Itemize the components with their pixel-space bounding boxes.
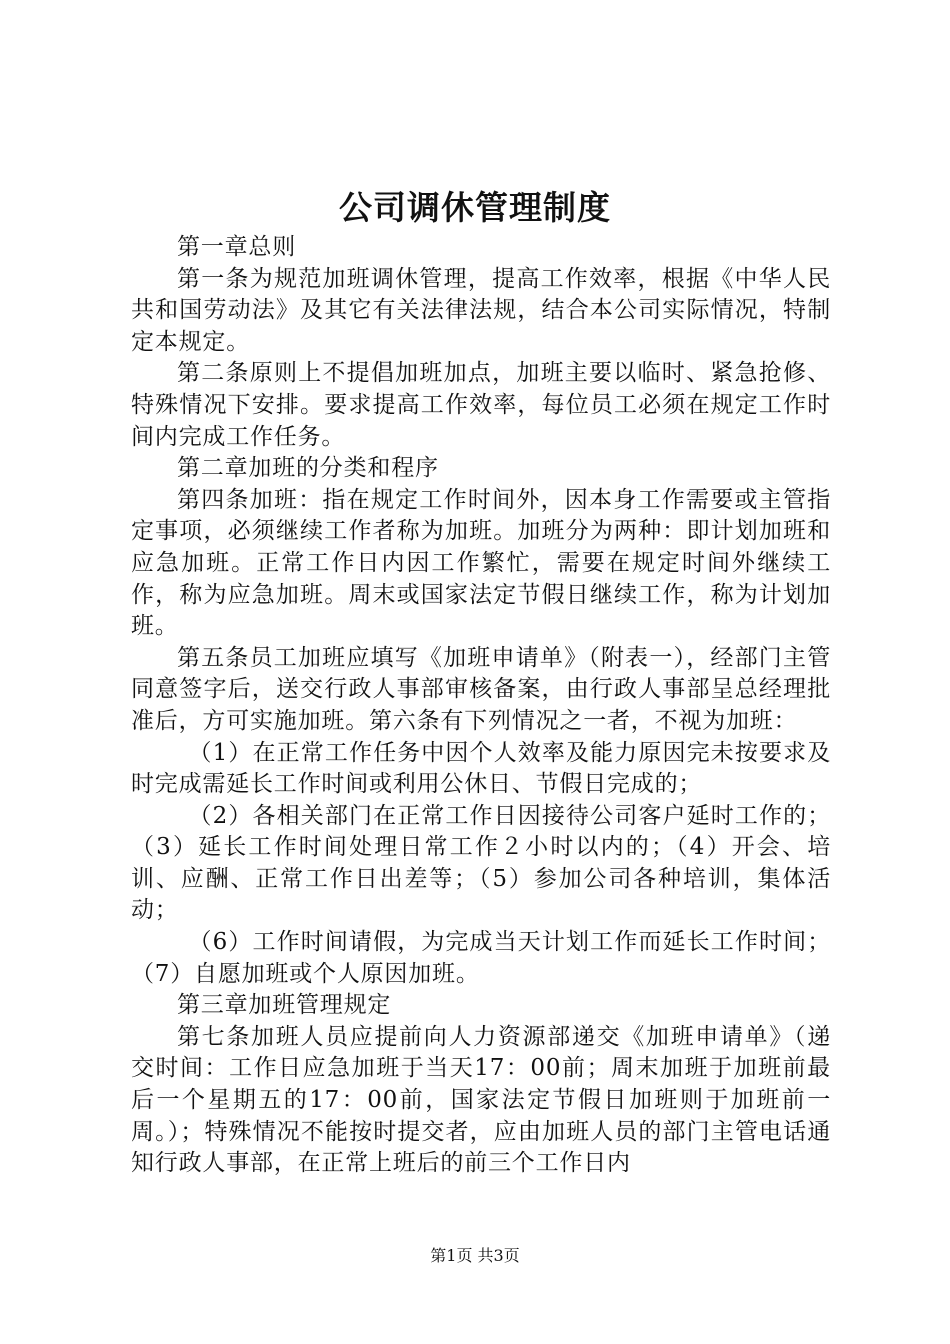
- document-body: [131, 232, 831, 1180]
- chapter-heading-2: 第二章加班的分类和程序: [177, 455, 439, 482]
- document-title: 公司调休管理制度: [339, 188, 611, 227]
- article-4: 第四条加班：指在规定工作时间外，因本身工作需要或主管指定事项，必须继续工作者称为加班。加班分为两种：即计划加班和应急加班。正常工作日内因工作繁忙，需要在规定时间外继续工作，称为应急加班。周末或国家法定节假日继续工作，称为计划加班。: [131, 486, 831, 640]
- article-2: 第二条原则上不提倡加班加点，加班主要以临时、紧急抢修、特殊情况下安排。要求提高工作效率，每位员工必须在规定工作时间内完成工作任务。: [131, 360, 831, 450]
- article-7: 第七条加班人员应提前向人力资源部递交《加班申请单》（递交时间：工作日应急加班于当天17：00前；周末加班于加班前最后一个星期五的17：00前，国家法定节假日加班则于加班前一周。）；特殊情况不能按时提交者，应由加班人员的部门主管电话通知行政人事部，在正常上班后的前三个工作日内: [131, 1023, 831, 1177]
- chapter-heading-3: 第三章加班管理规定: [177, 992, 392, 1019]
- chapter-heading-1: 第一章总则: [177, 234, 296, 260]
- article-5: 第五条员工加班应填写《加班申请单》（附表一），经部门主管同意签字后，送交行政人事部审核备案，由行政人事部呈总经理批准后，方可实施加班。第六条有下列情况之一者，不视为加班：: [131, 644, 831, 734]
- list-item-2: （2）各相关部门在正常工作日因接待公司客户延时工作的；（3）延长工作时间处理日常工作２小时以内的；（4）开会、培训、应酬、正常工作日出差等；（5）参加公司各种培训，集体活动；: [131, 802, 831, 924]
- list-item-1: （1）在正常工作任务中因个人效率及能力原因完未按要求及时完成需延长工作时间或利用公休日、节假日完成的；: [131, 739, 831, 798]
- page-footer: 第1页 共3页: [430, 1246, 520, 1265]
- list-item-6: （6）工作时间请假，为完成当天计划工作而延长工作时间；（7）自愿加班或个人原因加班。: [131, 929, 831, 987]
- article-1: 第一条为规范加班调休管理，提高工作效率，根据《中华人民共和国劳动法》及其它有关法律法规，结合本公司实际情况，特制定本规定。: [131, 265, 831, 355]
